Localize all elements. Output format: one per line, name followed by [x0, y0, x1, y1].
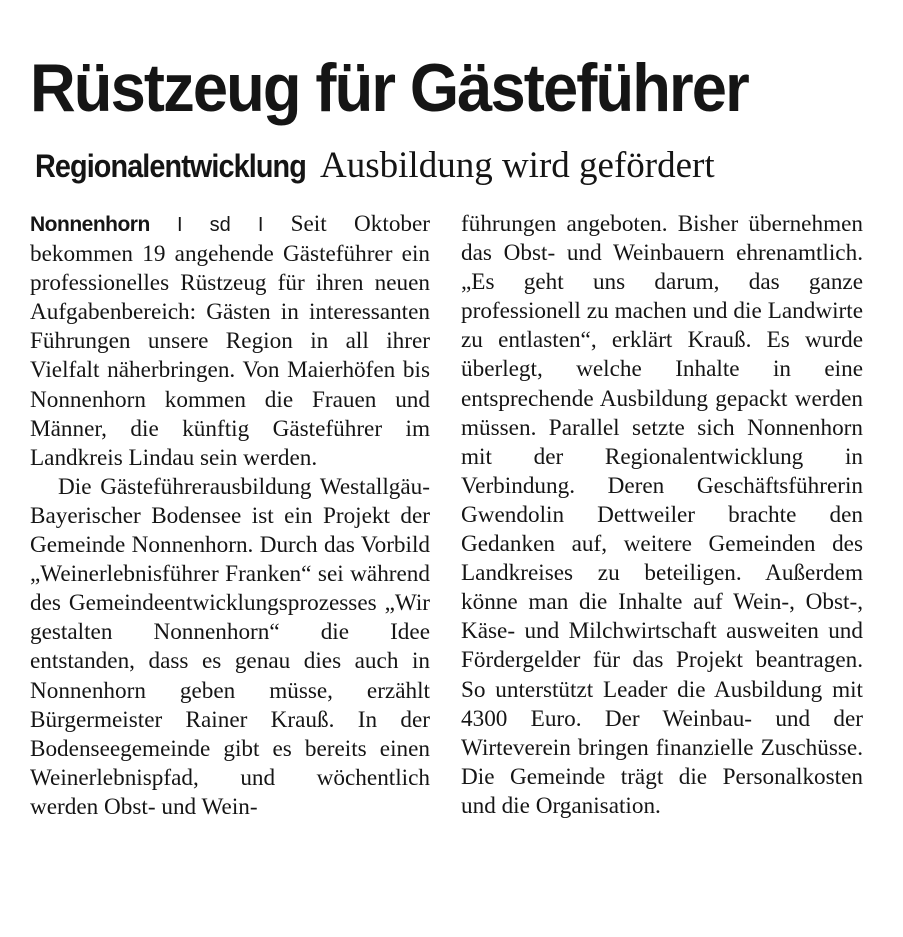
article-kicker: Regionalentwicklung	[35, 148, 306, 184]
article-column-left	[30, 210, 430, 822]
article-column-right	[461, 210, 863, 821]
article-paragraph	[30, 210, 430, 473]
paragraph-text: Seit Oktober bekommen 19 angehende Gästeführer ein professionelles Rüstzeug für ihren neuen Aufgabenbereich: Gästen in interessanten Führungen unsere Region in all ihrer Vielfalt näherbringen. Von Maierhöfen bis Nonnenhorn kommen die Frauen und Männer, die künftig Gästeführer im Landkreis Lindau sein werden.	[30, 211, 431, 471]
dateline-author: sd	[209, 214, 231, 236]
dateline-separator: I	[230, 214, 291, 236]
article-headline: Rüstzeug für Gästeführer	[30, 50, 748, 126]
article-subtitle: Ausbildung wird gefördert	[320, 145, 715, 186]
article-paragraph: führungen angeboten. Bisher übernehmen das Obst- und Weinbauern ehrenamtlich. „Es geht uns darum, das ganze professionell zu machen und die Landwirte zu entlasten“, erklärt Krauß. Es wurde überlegt, welche Inhalte in eine entsprechende Ausbildung gepackt werden müssen. Parallel setzte sich Nonnenhorn mit der Regionalentwicklung in Verbindung. Deren Geschäftsführerin Gwendolin Dettweiler brachte den Gedanken auf, weitere Gemeinden des Landkreises zu beteiligen. Außerdem könne man die Inhalte auf Wein-, Obst-, Käse- und Milchwirtschaft ausweiten und Fördergelder für das Projekt beantragen. So unterstützt Leader die Ausbildung mit 4300 Euro. Der Weinbau- und der Wirteverein bringen finanzielle Zuschüsse. Die Gemeinde trägt die Personalkosten und die Organisation.	[461, 211, 863, 819]
dateline-place: Nonnenhorn	[30, 213, 150, 236]
article-paragraph: Die Gästeführerausbildung Westallgäu-Bayerischer Bodensee ist ein Projekt der Gemeinde Nonnenhorn. Durch das Vorbild „Weinerlebnisführer Franken“ sei während des Gemeindeentwicklungsprozesses „Wir gestalten Nonnenhorn“ die Idee entstanden, dass es genau dies auch in Nonnenhorn geben müsse, erzählt Bürgermeister Rainer Krauß. In der Bodenseegemeinde gibt es bereits einen Weinerlebnispfad, und wöchentlich werden Obst- und Wein-	[30, 473, 430, 820]
dateline-separator: I	[149, 214, 210, 236]
article-subheadline	[35, 140, 715, 199]
